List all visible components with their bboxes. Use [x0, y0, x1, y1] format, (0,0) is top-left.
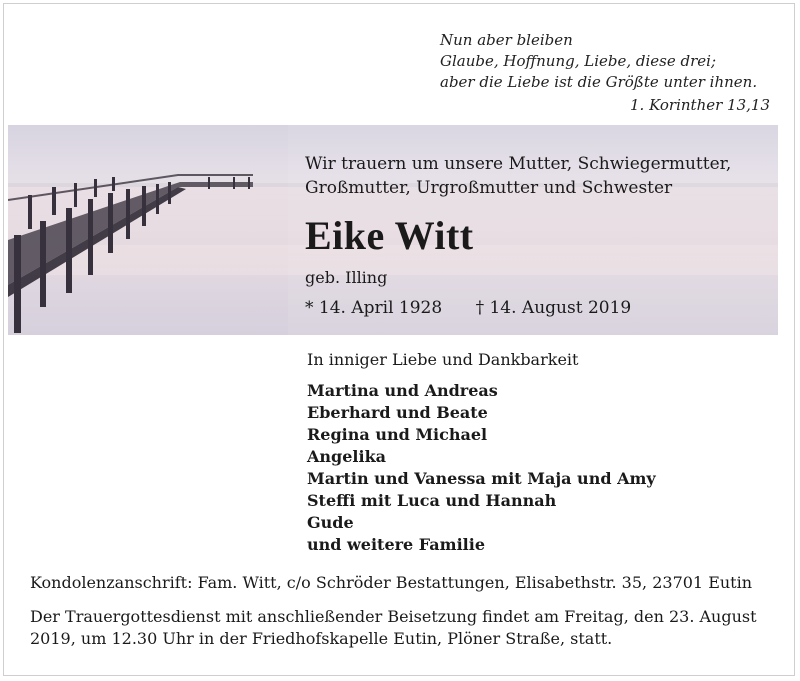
- family-member: Gude: [307, 513, 354, 532]
- life-dates: [305, 298, 631, 318]
- intro-line: Wir trauern um unsere Mutter, Schwiegermutter,: [305, 154, 732, 174]
- death-date: † 14. August 2019: [475, 298, 632, 318]
- quote-line: Glaube, Hoffnung, Liebe, diese drei;: [440, 52, 717, 70]
- deceased-name: Eike Witt: [305, 213, 474, 258]
- family-member: Martin und Vanessa mit Maja und Amy: [307, 469, 656, 488]
- quote-line: aber die Liebe ist die Größte unter ihnen.: [440, 73, 758, 91]
- birth-name: geb. Illing: [305, 268, 388, 287]
- bible-quote: [440, 30, 770, 116]
- quote-line: Nun aber bleiben: [440, 31, 573, 49]
- service-info: [30, 606, 780, 650]
- intro-line: Großmutter, Urgroßmutter und Schwester: [305, 178, 673, 198]
- service-line: 2019, um 12.30 Uhr in der Friedhofskapelle Eutin, Plöner Straße, statt.: [30, 629, 613, 648]
- family-member: Steffi mit Luca und Hannah: [307, 491, 557, 510]
- service-line: Der Trauergottesdienst mit anschließender Beisetzung findet am Freitag, den 23. August: [30, 607, 757, 626]
- family-list: [307, 380, 656, 556]
- family-member: Angelika: [307, 447, 387, 466]
- quote-reference: 1. Korinther 13,13: [630, 96, 770, 114]
- family-member: Eberhard und Beate: [307, 403, 488, 422]
- family-member: und weitere Familie: [307, 535, 485, 554]
- birth-date: * 14. April 1928: [305, 298, 443, 318]
- mourning-intro: [305, 152, 775, 200]
- condolence-address: Kondolenzanschrift: Fam. Witt, c/o Schröder Bestattungen, Elisabethstr. 35, 23701 Eutin: [30, 573, 753, 592]
- family-member: Martina und Andreas: [307, 381, 498, 400]
- signoff-line: In inniger Liebe und Dankbarkeit: [307, 350, 579, 369]
- family-member: Regina und Michael: [307, 425, 488, 444]
